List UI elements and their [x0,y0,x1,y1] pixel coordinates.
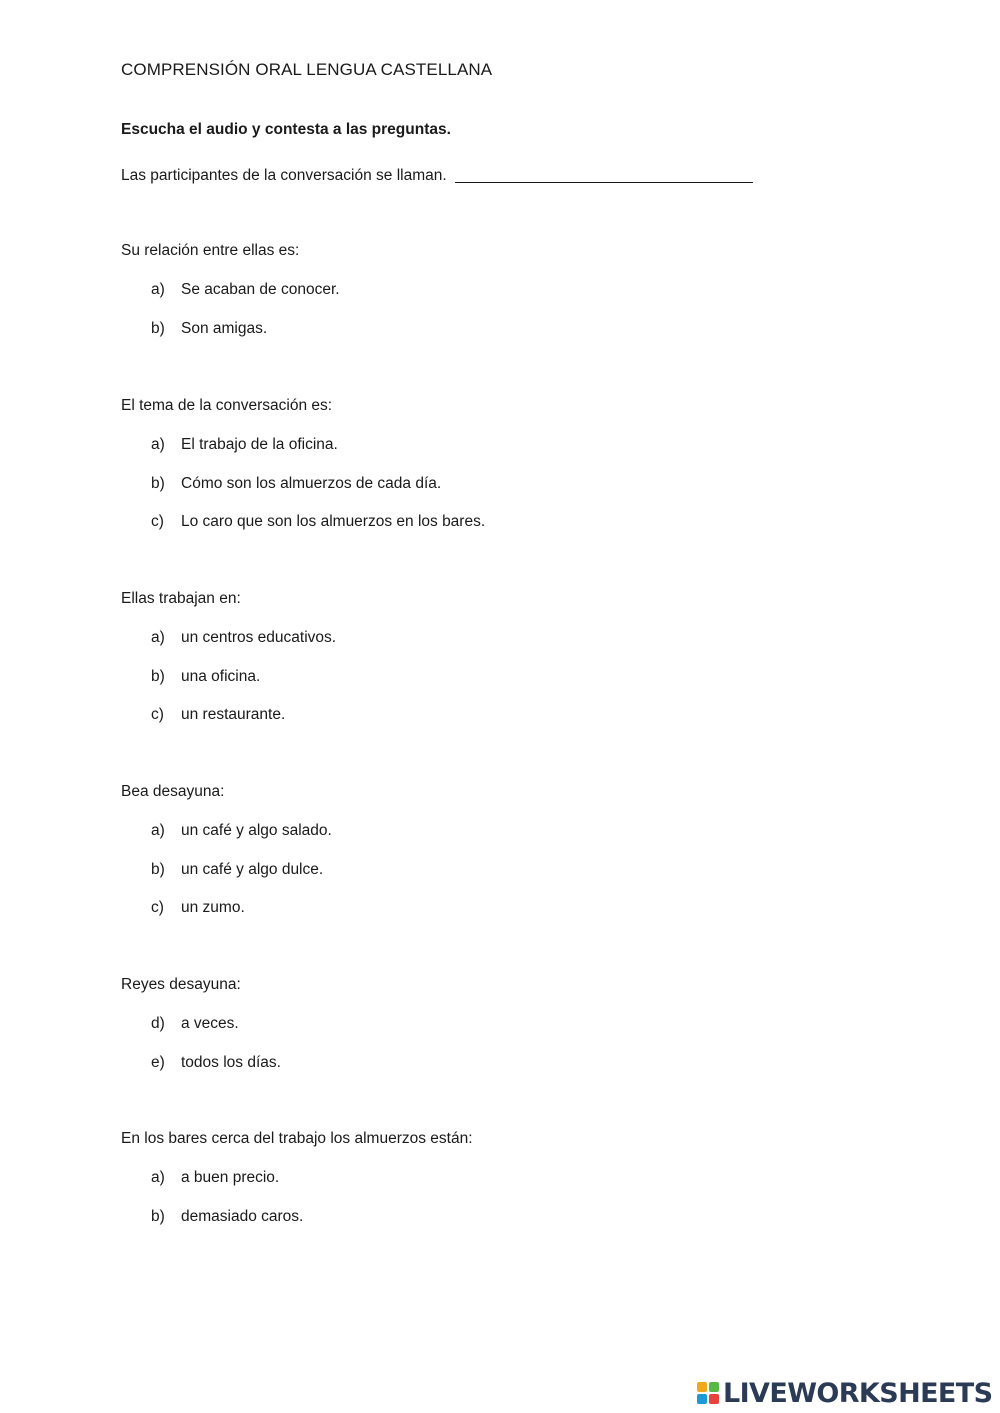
option-letter: a) [151,822,165,839]
question-text: El tema de la conversación es: [121,397,333,414]
option-letter: c) [151,513,164,530]
option-text: demasiado caros. [181,1207,304,1225]
question-relationship [121,242,340,358]
liveworksheets-logo [696,1378,992,1408]
option[interactable] [121,1208,473,1247]
option-letter: c) [151,899,164,916]
option[interactable] [121,668,336,707]
instructions: Escucha el audio y contesta a las preguntas. [121,121,451,138]
question-lunch-prices [121,1130,473,1246]
option-text: una oficina. [181,667,261,685]
option-letter: b) [151,667,165,685]
option[interactable] [121,436,485,475]
option-letter: d) [151,1015,165,1032]
option-letter: a) [151,629,165,646]
question-text: Su relación entre ellas es: [121,242,300,259]
option[interactable] [121,706,336,745]
question-text: Reyes desayuna: [121,976,241,993]
logo-square-3 [697,1394,707,1404]
option-letter: b) [151,474,165,492]
participants-prompt: Las participantes de la conversación se llaman. [121,167,447,184]
option[interactable] [121,475,485,514]
option-letter: b) [151,860,165,878]
question-text: Bea desayuna: [121,783,225,800]
participants-question [121,165,753,185]
option-letter: c) [151,706,164,723]
option-text: a veces. [181,1015,239,1032]
option-text: un centros educativos. [181,629,337,646]
option-text: Lo caro que son los almuerzos en los bares. [181,513,486,530]
option-text: todos los días. [181,1053,281,1071]
option[interactable] [121,281,340,320]
question-topic [121,397,485,552]
option-text: Son amigas. [181,319,268,337]
option[interactable] [121,861,332,900]
page-title: COMPRENSIÓN ORAL LENGUA CASTELLANA [121,60,493,79]
option-text: El trabajo de la oficina. [181,436,338,453]
option[interactable] [121,1169,473,1208]
option-text: un café y algo salado. [181,822,332,839]
option[interactable] [121,320,340,359]
participants-answer-blank[interactable] [455,165,753,183]
logo-text: LIVEWORKSHEETS [723,1377,993,1409]
option-letter: a) [151,436,165,453]
option-text: un restaurante. [181,706,286,723]
question-text: En los bares cerca del trabajo los almuerzos están: [121,1130,473,1147]
option[interactable] [121,1054,281,1093]
option-letter: b) [151,319,165,337]
option-text: un zumo. [181,899,245,916]
question-workplace [121,590,336,745]
logo-square-4 [709,1394,719,1404]
option-text: Cómo son los almuerzos de cada día. [181,474,442,492]
option[interactable] [121,822,332,861]
option-letter: a) [151,1169,165,1186]
question-bea-breakfast [121,783,332,938]
question-reyes-breakfast [121,976,281,1092]
option-letter: a) [151,281,165,298]
option[interactable] [121,1015,281,1054]
option-text: Se acaban de conocer. [181,281,340,298]
option[interactable] [121,629,336,668]
option[interactable] [121,899,332,938]
option-letter: b) [151,1207,165,1225]
option-text: un café y algo dulce. [181,860,324,878]
option-text: a buen precio. [181,1169,280,1186]
option-letter: e) [151,1053,165,1071]
option[interactable] [121,513,485,552]
logo-square-2 [709,1382,719,1392]
logo-square-1 [697,1382,707,1392]
liveworksheets-logo-icon [696,1381,720,1405]
question-text: Ellas trabajan en: [121,590,241,607]
